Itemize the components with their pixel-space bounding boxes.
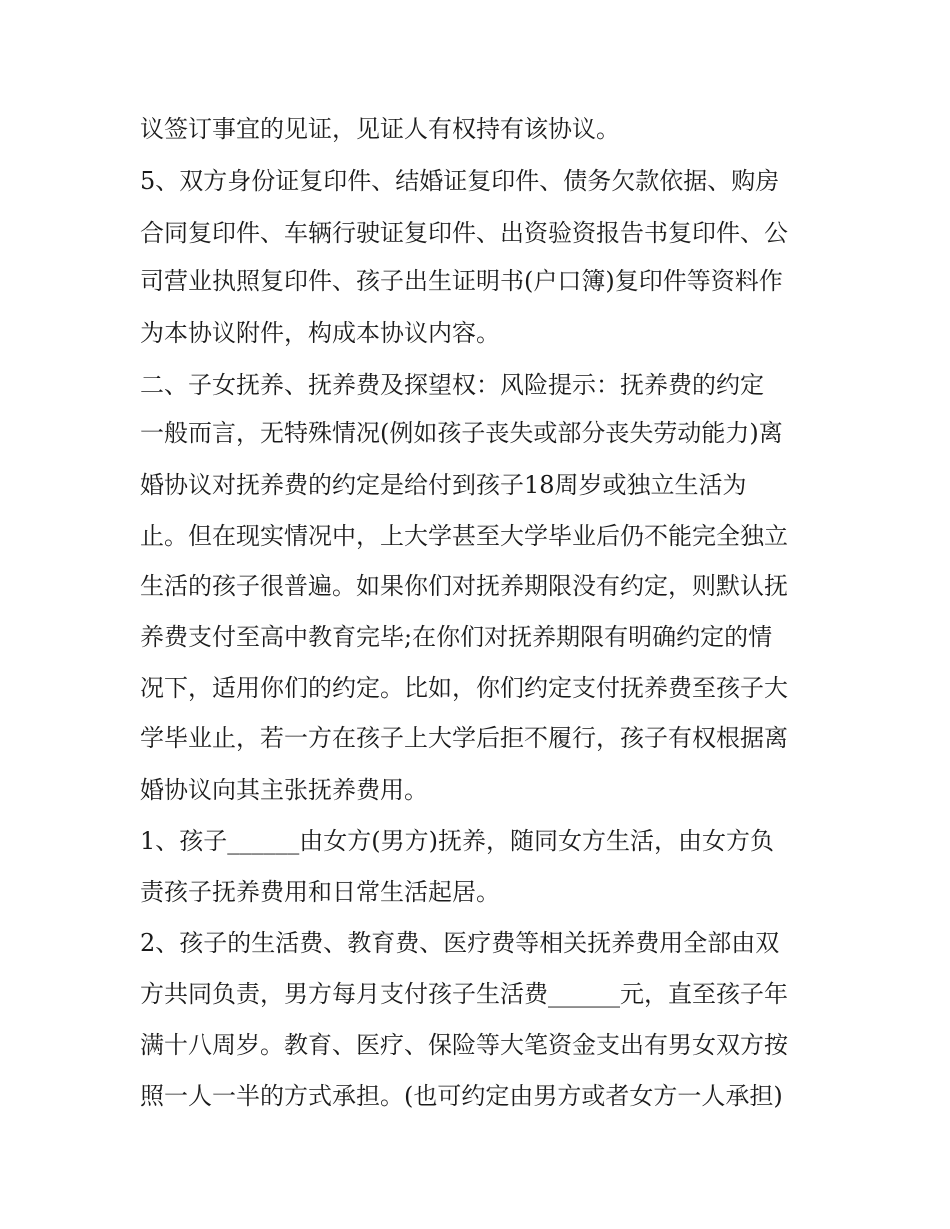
- paragraph-line: 议签订事宜的见证，见证人有权持有该协议。: [140, 115, 620, 143]
- paragraph-line: 合同复印件、车辆行驶证复印件、出资验资报告书复印件、公: [140, 219, 788, 247]
- paragraph-line: 婚协议向其主张抚养费用。: [140, 776, 428, 804]
- paragraph-line: 学毕业止，若一方在孩子上大学后拒不履行，孩子有权根据离: [140, 724, 788, 752]
- paragraph-line: 满十八周岁。教育、医疗、保险等大笔资金支出有男女双方按: [140, 1031, 788, 1059]
- paragraph-line: 责孩子抚养费用和日常生活起居。: [140, 878, 500, 906]
- paragraph-line: 5、双方身份证复印件、结婚证复印件、债务欠款依据、购房: [140, 167, 780, 195]
- paragraph-line: 为本协议附件，构成本协议内容。: [140, 319, 500, 347]
- paragraph-line: 司营业执照复印件、孩子出生证明书(户口簿)复印件等资料作: [140, 267, 783, 295]
- section-heading-line: 二、子女抚养、抚养费及探望权：风险提示：抚养费的约定: [140, 371, 764, 399]
- paragraph-line: 婚协议对抚养费的约定是给付到孩子18周岁或独立生活为: [140, 471, 747, 499]
- paragraph-line: 生活的孩子很普遍。如果你们对抚养期限没有约定，则默认抚: [140, 572, 788, 600]
- paragraph-line: 照一人一半的方式承担。(也可约定由男方或者女方一人承担): [140, 1082, 783, 1110]
- paragraph-line: 1、孩子______由女方(男方)抚养，随同女方生活，由女方负: [140, 827, 774, 855]
- paragraph-line: 养费支付至高中教育完毕;在你们对抚养期限有明确约定的情: [140, 623, 773, 651]
- paragraph-line: 2、孩子的生活费、教育费、医疗费等相关抚养费用全部由双: [140, 929, 780, 957]
- paragraph-line: 况下，适用你们的约定。比如，你们约定支付抚养费至孩子大: [140, 674, 788, 702]
- paragraph-line: 一般而言，无特殊情况(例如孩子丧失或部分丧失劳动能力)离: [140, 419, 783, 447]
- paragraph-line: 止。但在现实情况中，上大学甚至大学毕业后仍不能完全独立: [140, 522, 788, 550]
- paragraph-line: 方共同负责，男方每月支付孩子生活费______元，直至孩子年: [140, 980, 788, 1008]
